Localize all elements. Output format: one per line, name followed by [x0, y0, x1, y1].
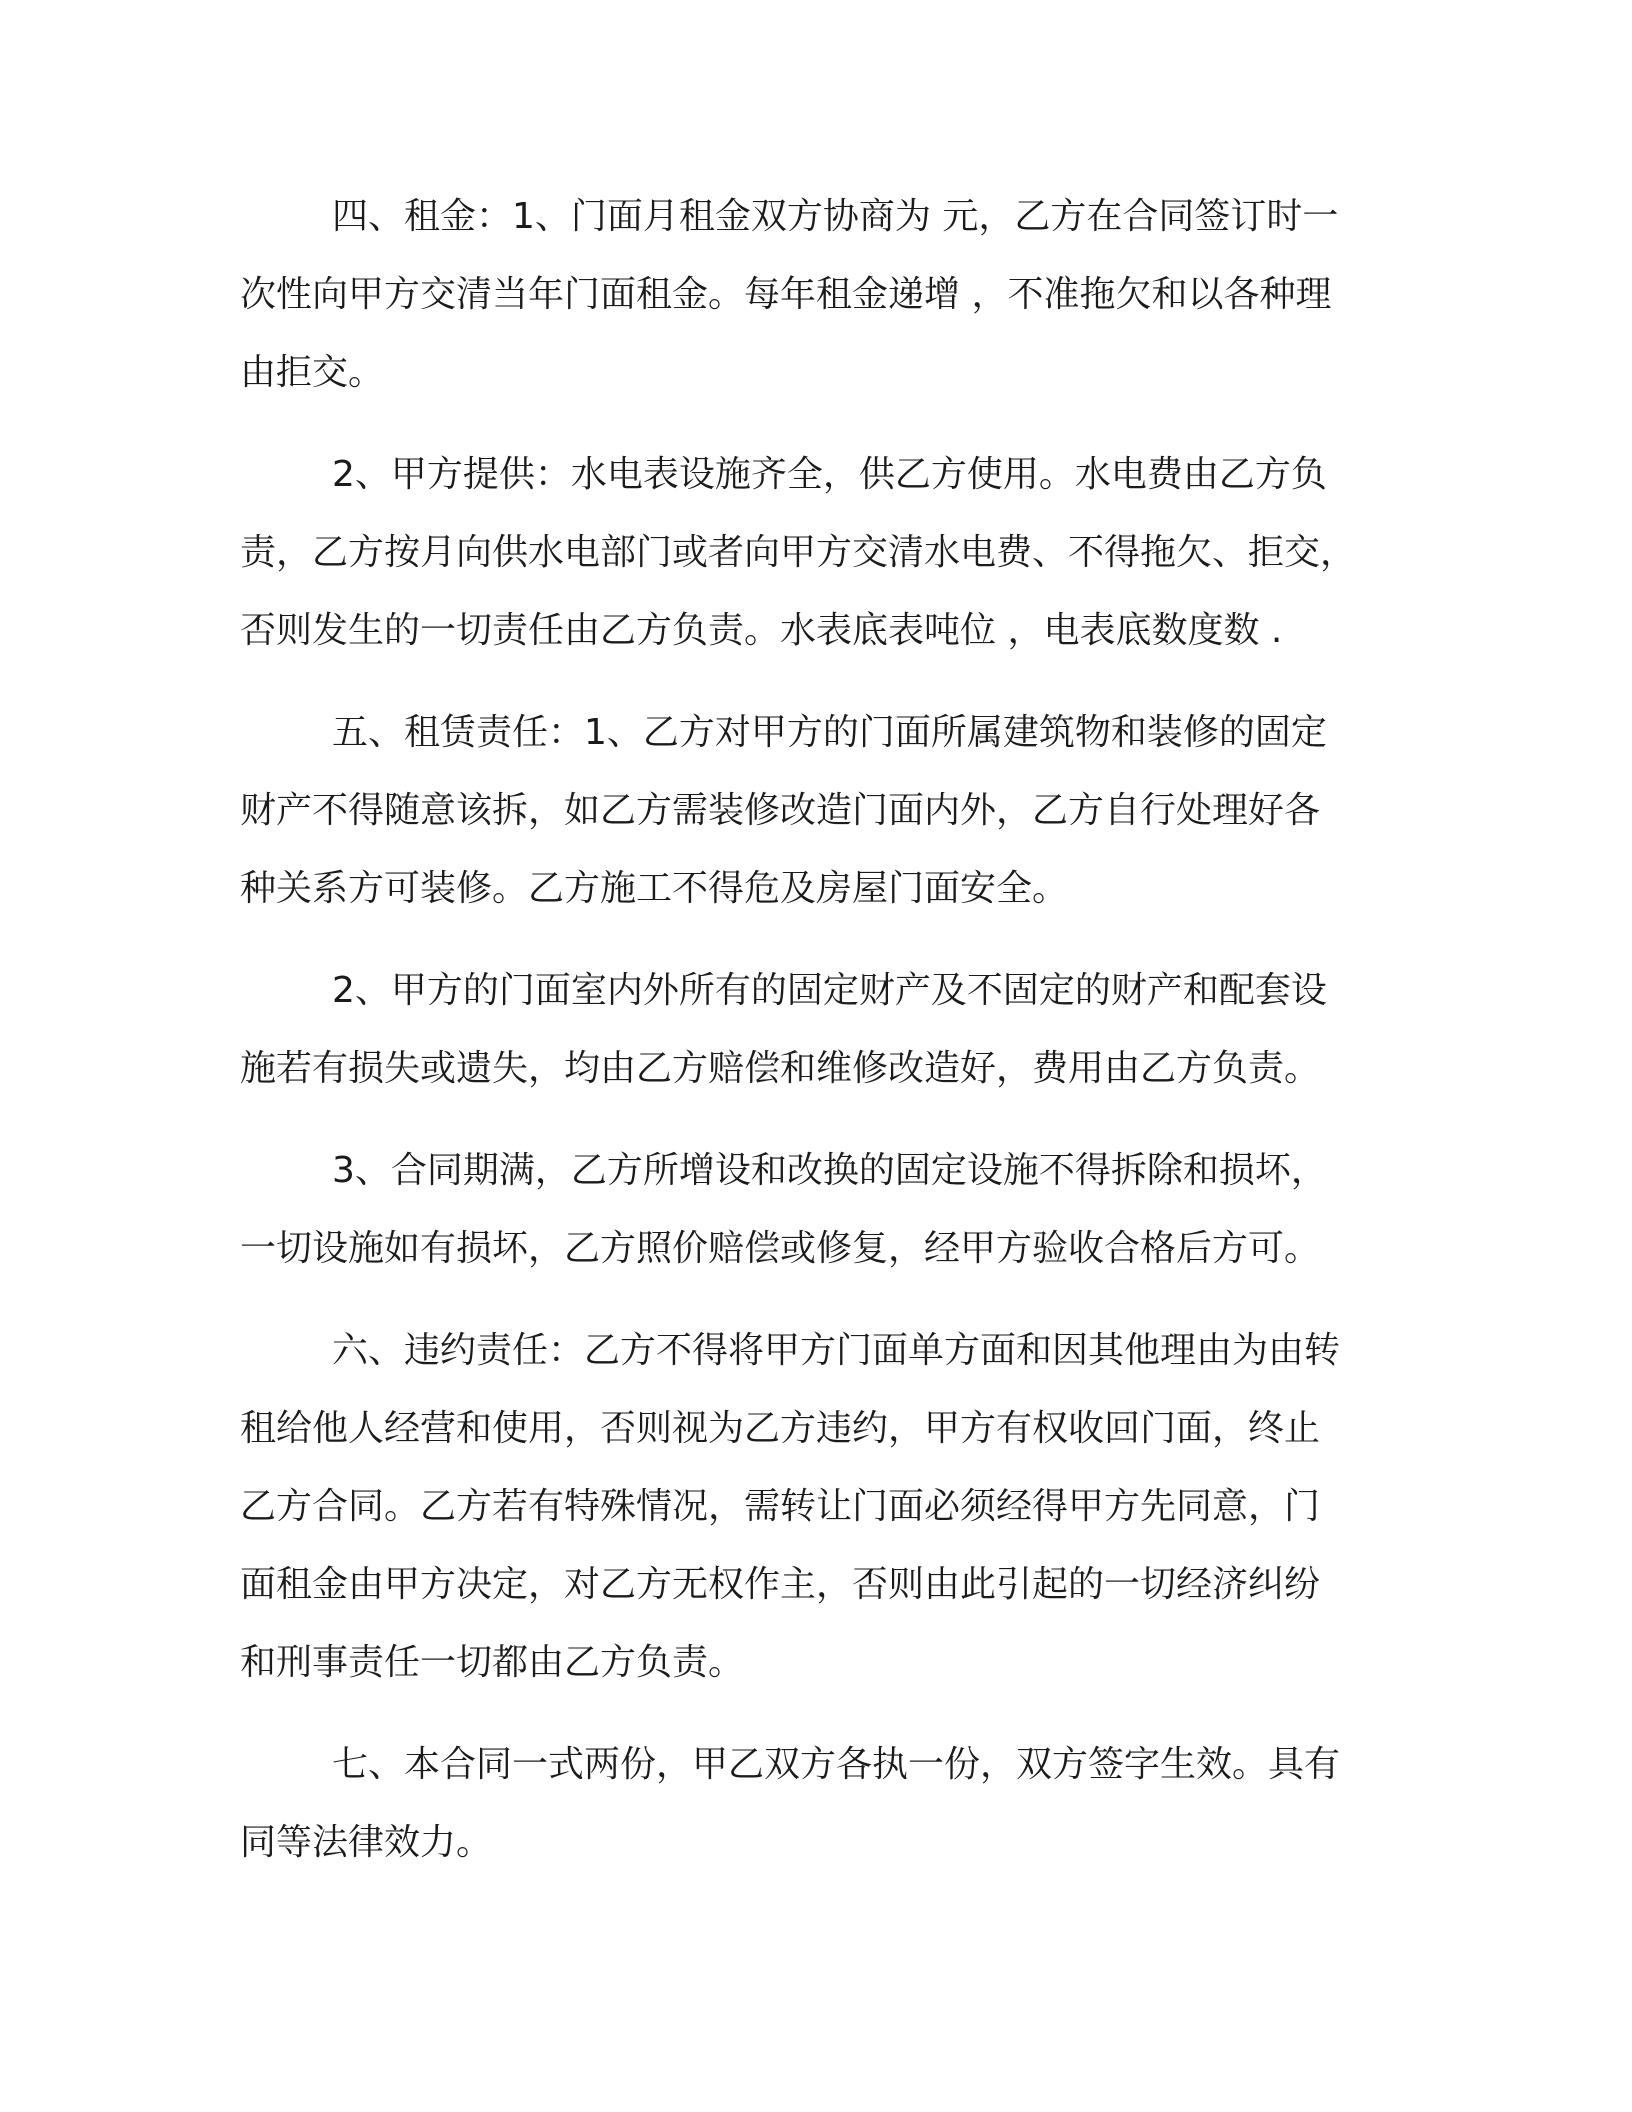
clause-6-breach	[240, 1312, 1390, 1702]
text-line: 施若有损失或遗失，均由乙方赔偿和维修改造好，费用由乙方负责。	[240, 1048, 1321, 1089]
text-line: 2、甲方提供：水电表设施齐全，供乙方使用。水电费由乙方负	[332, 454, 1327, 495]
clause-7-copies	[240, 1726, 1390, 1882]
clause-5-lease-responsibility	[240, 694, 1390, 928]
text-line: 一切设施如有损坏，乙方照价赔偿或修复，经甲方验收合格后方可。	[240, 1228, 1321, 1269]
clause-4-2-utilities	[240, 436, 1390, 670]
text-line: 责，乙方按月向供水电部门或者向甲方交清水电费、不得拖欠、拒交，	[240, 532, 1357, 573]
text-line: 否则发生的一切责任由乙方负责。水表底表吨位 ，电表底数度数 .	[240, 610, 1283, 651]
text-line: 租给他人经营和使用，否则视为乙方违约，甲方有权收回门面，终止	[240, 1408, 1321, 1449]
text-line: 五、租赁责任：1、乙方对甲方的门面所属建筑物和装修的固定	[332, 712, 1327, 753]
text-line: 和刑事责任一切都由乙方负责。	[240, 1642, 745, 1683]
text-line: 2、甲方的门面室内外所有的固定财产及不固定的财产和配套设	[332, 970, 1327, 1011]
text-line: 七、本合同一式两份，甲乙双方各执一份，双方签字生效。具有	[332, 1744, 1341, 1785]
text-line: 同等法律效力。	[240, 1822, 493, 1863]
text-line: 面租金由甲方决定，对乙方无权作主，否则由此引起的一切经济纠纷	[240, 1564, 1321, 1605]
clause-5-2-property-loss	[240, 952, 1390, 1108]
text-line: 六、违约责任：乙方不得将甲方门面单方面和因其他理由为由转	[332, 1330, 1341, 1371]
text-line: 种关系方可装修。乙方施工不得危及房屋门面安全。	[240, 868, 1069, 909]
text-line: 由拒交。	[240, 352, 385, 393]
text-line: 乙方合同。乙方若有特殊情况，需转让门面必须经得甲方先同意，门	[240, 1486, 1321, 1527]
clause-4-rent	[240, 178, 1390, 412]
text-line: 3、合同期满，乙方所增设和改换的固定设施不得拆除和损坏，	[332, 1150, 1327, 1191]
text-line: 财产不得随意该拆，如乙方需装修改造门面内外，乙方自行处理好各	[240, 790, 1321, 831]
clause-5-3-contract-expiry	[240, 1132, 1390, 1288]
text-line: 四、租金：1、门面月租金双方协商为 元，乙方在合同签订时一	[332, 196, 1339, 237]
text-line: 次性向甲方交清当年门面租金。每年租金递增 ，不准拖欠和以各种理	[240, 274, 1332, 315]
